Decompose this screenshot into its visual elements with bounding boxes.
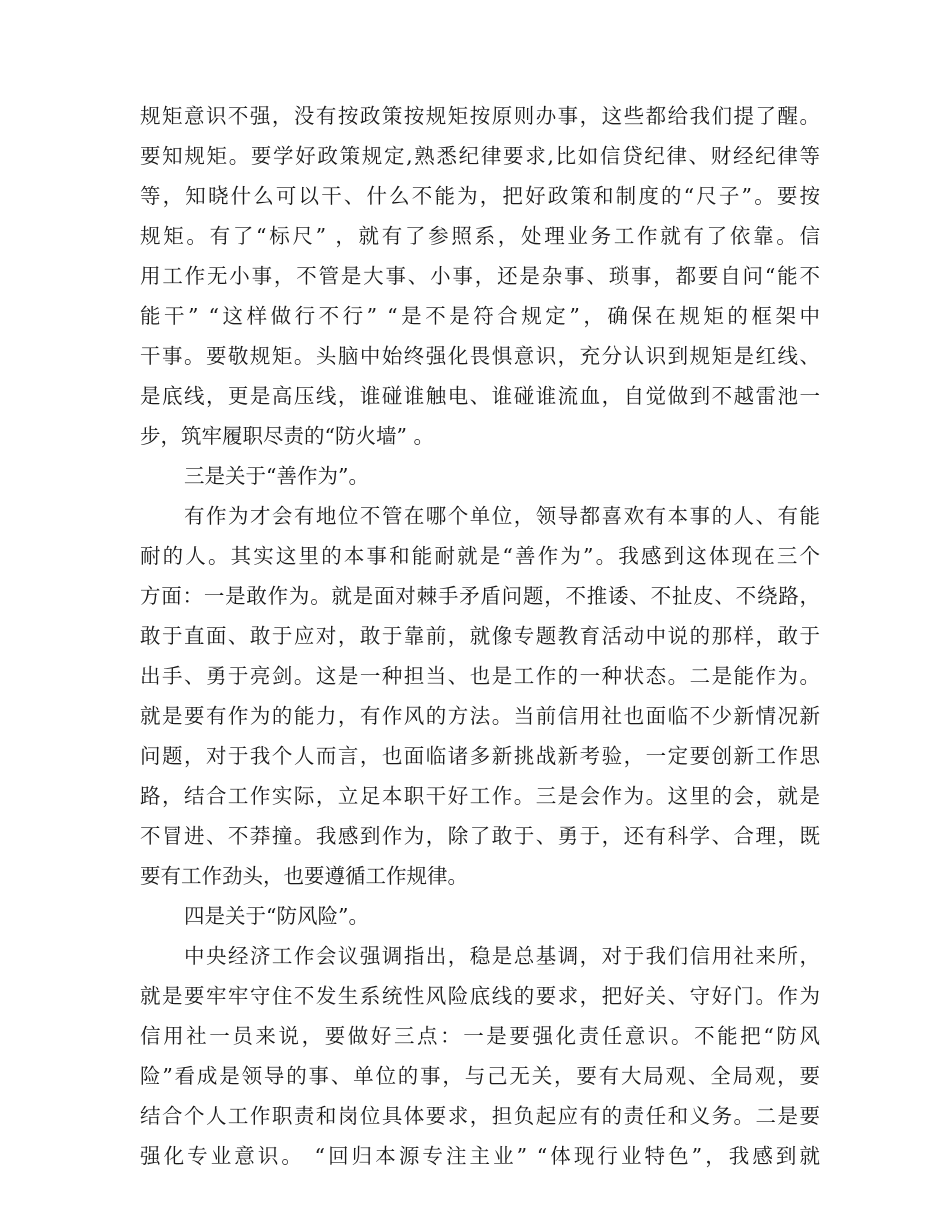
text-line: 要知规矩。要学好政策规定,熟悉纪律要求,比如信贷纪律、财经纪律等 xyxy=(140,144,820,168)
text-line: 出手、勇于亮剑。这是一种担当、也是工作的一种状态。二是能作为。 xyxy=(140,664,820,688)
text-line: 能干” “这样做行不行” “是不是符合规定”，确保在规矩的框架中 xyxy=(140,304,820,328)
text-line: 路，结合工作实际，立足本职干好工作。三是会作为。这里的会，就是 xyxy=(140,784,820,808)
text-line: 干事。要敬规矩。头脑中始终强化畏惧意识，充分认识到规矩是红线、 xyxy=(140,344,820,368)
text-line: 规矩意识不强，没有按政策按规矩按原则办事，这些都给我们提了醒。 xyxy=(140,104,820,128)
text-line: 敢于直面、敢于应对，敢于靠前，就像专题教育活动中说的那样，敢于 xyxy=(140,624,820,648)
text-line: 强化专业意识。 “回归本源专注主业” “体现行业特色”，我感到就 xyxy=(140,1144,820,1168)
document-body xyxy=(140,96,820,1176)
text-line: 问题，对于我个人而言，也面临诸多新挑战新考验，一定要创新工作思 xyxy=(140,744,820,768)
text-line: 不冒进、不莽撞。我感到作为，除了敢于、勇于，还有科学、合理，既 xyxy=(140,824,820,848)
text-line: 是底线，更是高压线，谁碰谁触电、谁碰谁流血，自觉做到不越雷池一 xyxy=(140,384,820,408)
text-line: 规矩。有了“标尺” ，就有了参照系，处理业务工作就有了依靠。信 xyxy=(140,224,820,248)
text-line: 用工作无小事，不管是大事、小事，还是杂事、琐事，都要自问“能不 xyxy=(140,264,820,288)
text-line: 等，知晓什么可以干、什么不能为，把好政策和制度的“尺子”。要按 xyxy=(140,184,820,208)
text-line: 就是要牢牢守住不发生系统性风险底线的要求，把好关、守好门。作为 xyxy=(140,984,820,1008)
text-line: 要有工作劲头，也要遵循工作规律。 xyxy=(140,864,468,888)
text-line: 耐的人。其实这里的本事和能耐就是“善作为”。我感到这体现在三个 xyxy=(140,544,820,568)
text-line: 信用社一员来说，要做好三点：一是要强化责任意识。不能把“防风 xyxy=(140,1024,820,1048)
text-line: 方面：一是敢作为。就是面对棘手矛盾问题，不推诿、不扯皮、不绕路， xyxy=(140,584,820,608)
text-line: 险”看成是领导的事、单位的事，与己无关，要有大局观、全局观，要 xyxy=(140,1064,820,1088)
text-line: 结合个人工作职责和岗位具体要求，担负起应有的责任和义务。二是要 xyxy=(140,1104,820,1128)
text-line: 有作为才会有地位不管在哪个单位，领导都喜欢有本事的人、有能 xyxy=(184,504,820,528)
text-line: 步，筑牢履职尽责的“防火墙” 。 xyxy=(140,424,434,448)
text-line: 四是关于“防风险”。 xyxy=(184,904,369,928)
text-line: 就是要有作为的能力，有作风的方法。当前信用社也面临不少新情况新 xyxy=(140,704,820,728)
text-line: 三是关于“善作为”。 xyxy=(184,464,369,488)
text-line: 中央经济工作会议强调指出，稳是总基调，对于我们信用社来所， xyxy=(184,944,820,968)
